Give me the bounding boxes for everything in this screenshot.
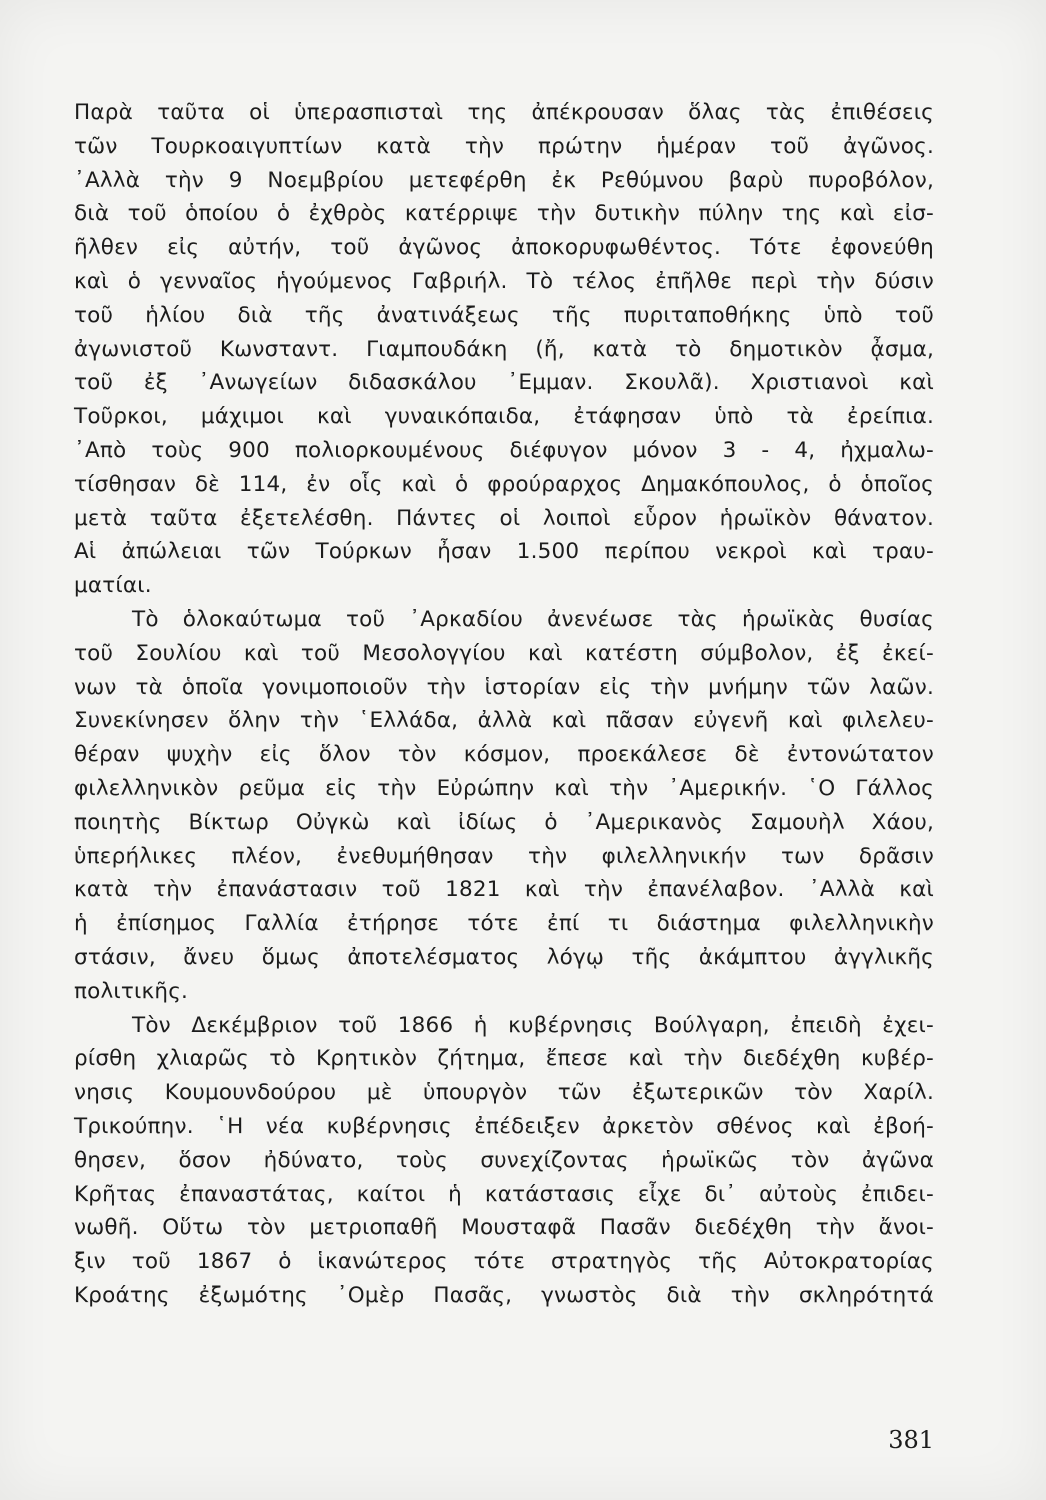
text-line: ἀγωνιστοῦ Κωνσταντ. Γιαμπουδάκη (ἤ, κατὰ τὸ δημοτικὸν ᾆσμα, xyxy=(74,336,934,362)
text-line: Συνεκίνησεν ὅλην τὴν ῾Ελλάδα, ἀλλὰ καὶ πᾶσαν εὐγενῆ καὶ φιλελευ- xyxy=(74,708,934,734)
text-line: τοῦ ἡλίου διὰ τῆς ἀνατινάξεως τῆς πυριταποθήκης ὑπὸ τοῦ xyxy=(74,302,934,328)
text-line: ᾿Αλλὰ τὴν 9 Νοεμβρίου μετεφέρθη ἐκ Ρεθύμνου βαρὺ πυροβόλον, xyxy=(74,167,934,193)
text-line: νησις Κουμουνδούρου μὲ ὑπουργὸν τῶν ἐξωτερικῶν τὸν Χαρίλ. xyxy=(74,1080,934,1106)
text-line: θησεν, ὅσον ἠδύνατο, τοὺς συνεχίζοντας ἡρωϊκῶς τὸν ἀγῶνα xyxy=(74,1147,934,1173)
text-line: καὶ ὁ γενναῖος ἡγούμενος Γαβριήλ. Τὸ τέλος ἐπῆλθε περὶ τὴν δύσιν xyxy=(74,268,934,294)
text-line: Τὸν Δεκέμβριον τοῦ 1866 ἡ κυβέρνησις Βούλγαρη, ἐπειδὴ ἐχει- xyxy=(132,1012,934,1038)
text-line: Κροάτης ἐξωμότης ᾿Ομὲρ Πασᾶς, γνωστὸς διὰ τὴν σκληρότητά xyxy=(74,1282,934,1308)
paragraph-1 xyxy=(74,96,934,603)
text-line: τοῦ ἐξ ᾿Ανωγείων διδασκάλου ᾿Εμμαν. Σκουλᾶ). Χριστιανοὶ καὶ xyxy=(74,370,934,396)
text-line: Τοῦρκοι, μάχιμοι καὶ γυναικόπαιδα, ἐτάφησαν ὑπὸ τὰ ἐρείπια. xyxy=(74,404,934,430)
page-number: 381 xyxy=(888,1426,934,1454)
text-line: θέραν ψυχὴν εἰς ὅλον τὸν κόσμον, προεκάλεσε δὲ ἐντονώτατον xyxy=(74,742,934,768)
text-line: Παρὰ ταῦτα οἱ ὑπερασπισταὶ της ἀπέκρουσαν ὅλας τὰς ἐπιθέσεις xyxy=(74,100,934,125)
text-line: φιλελληνικὸν ρεῦμα εἰς τὴν Εὐρώπην καὶ τὴν ᾿Αμερικήν. ῾Ο Γάλλος xyxy=(74,775,934,801)
text-line: ποιητὴς Βίκτωρ Οὐγκὼ καὶ ἰδίως ὁ ᾿Αμερικανὸς Σαμουὴλ Χάου, xyxy=(74,809,934,835)
text-line: Τὸ ὁλοκαύτωμα τοῦ ᾿Αρκαδίου ἀνενέωσε τὰς ἡρωϊκὰς θυσίας xyxy=(132,606,934,632)
text-line: πολιτικῆς. xyxy=(74,978,189,1004)
text-line: μετὰ ταῦτα ἐξετελέσθη. Πάντες οἱ λοιποὶ εὗρον ἡρωϊκὸν θάνατον. xyxy=(74,505,934,531)
text-line: τίσθησαν δὲ 114, ἐν οἷς καὶ ὁ φρούραρχος Δημακόπουλος, ὁ ὁποῖος xyxy=(74,471,934,497)
text-line: ῆλθεν εἰς αὐτήν, τοῦ ἀγῶνος ἀποκορυφωθέντος. Τότε ἐφονεύθη xyxy=(74,235,934,261)
text-line: ᾿Απὸ τοὺς 900 πολιορκουμένους διέφυγον μόνον 3 - 4, ἠχμαλω- xyxy=(74,437,934,463)
text-line: κατὰ τὴν ἐπανάστασιν τοῦ 1821 καὶ τὴν ἐπανέλαβον. ᾿Αλλὰ καὶ xyxy=(74,877,934,903)
text-line: ὑπερήλικες πλέον, ἐνεθυμήθησαν τὴν φιλελληνικήν των δρᾶσιν xyxy=(74,843,934,869)
text-line: διὰ τοῦ ὁποίου ὁ ἐχθρὸς κατέρριψε τὴν δυτικὴν πύλην της καὶ εἰσ- xyxy=(74,201,934,227)
text-line: τῶν Τουρκοαιγυπτίων κατὰ τὴν πρώτην ἡμέραν τοῦ ἀγῶνος. xyxy=(74,133,934,159)
text-line: ἡ ἐπίσημος Γαλλία ἐτήρησε τότε ἐπί τι διάστημα φιλελληνικὴν xyxy=(74,911,934,937)
text-line: νων τὰ ὁποῖα γονιμοποιοῦν τὴν ἱστορίαν εἰς τὴν μνήμην τῶν λαῶν. xyxy=(74,674,934,700)
paragraph-3 xyxy=(74,1009,934,1313)
text-line: τοῦ Σουλίου καὶ τοῦ Μεσολογγίου καὶ κατέστη σύμβολον, ἐξ ἐκεί- xyxy=(74,640,934,666)
text-line: νωθῆ. Οὕτω τὸν μετριοπαθῆ Μουσταφᾶ Πασᾶν διεδέχθη τὴν ἄνοι- xyxy=(74,1215,934,1241)
paragraph-2 xyxy=(74,603,934,1009)
text-line: στάσιν, ἄνευ ὅμως ἀποτελέσματος λόγῳ τῆς ἀκάμπτου ἀγγλικῆς xyxy=(74,944,934,970)
body-text xyxy=(74,96,934,1313)
text-line: Τρικούπην. ῾Η νέα κυβέρνησις ἐπέδειξεν ἀρκετὸν σθένος καὶ ἐβοή- xyxy=(74,1113,934,1139)
text-line: ματίαι. xyxy=(74,573,152,599)
text-line: ξιν τοῦ 1867 ὁ ἱκανώτερος τότε στρατηγὸς τῆς Αὐτοκρατορίας xyxy=(74,1249,934,1275)
text-line: ρίσθη χλιαρῶς τὸ Κρητικὸν ζήτημα, ἔπεσε καὶ τὴν διεδέχθη κυβέρ- xyxy=(74,1046,934,1072)
text-line: Αἱ ἀπώλειαι τῶν Τούρκων ἦσαν 1.500 περίπου νεκροὶ καὶ τραυ- xyxy=(74,539,934,565)
text-line: Κρῆτας ἐπαναστάτας, καίτοι ἡ κατάστασις εἶχε δι᾿ αὐτοὺς ἐπιδει- xyxy=(74,1181,934,1207)
